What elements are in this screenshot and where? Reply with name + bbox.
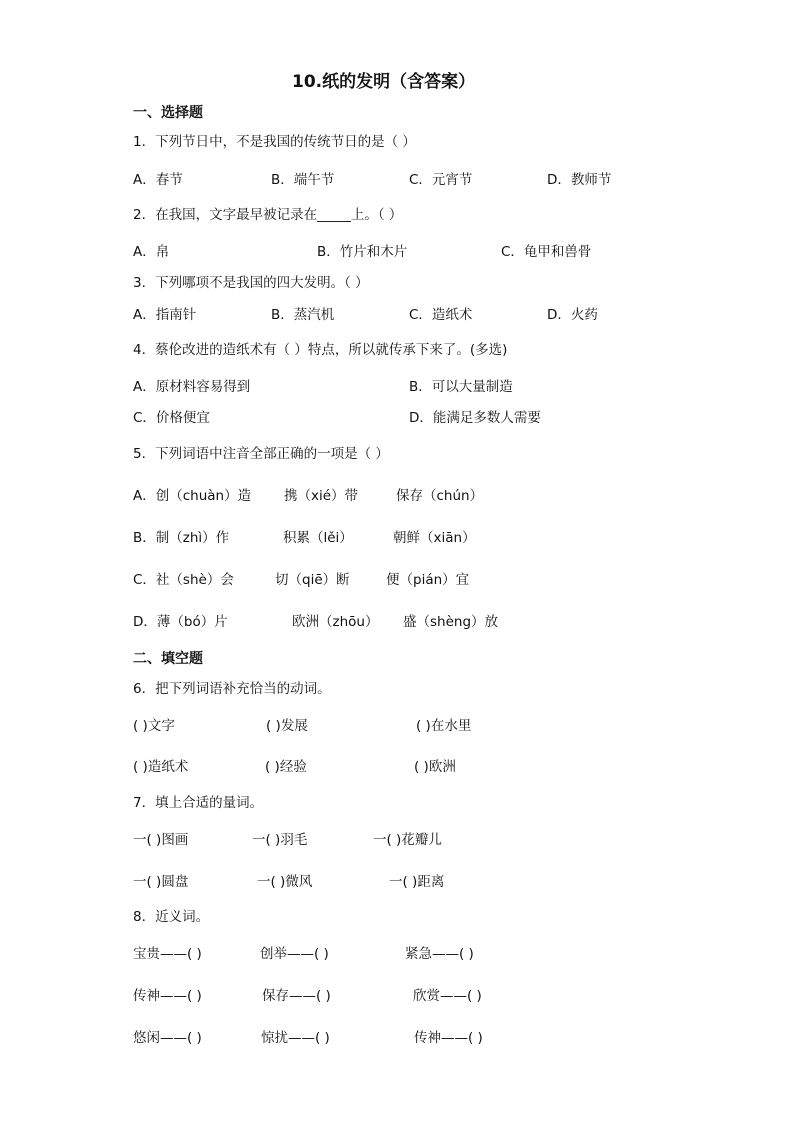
question-8-blank-3: 紧急——( ) [405,946,474,962]
question-8-blank-6: 欣赏——( ) [413,988,482,1004]
question-5-option-a-word-2: 携（xié）带 [284,488,359,504]
page-title: 10.纸的发明（含答案） [292,72,476,92]
question-6-blank-3: ( )在水里 [416,718,472,734]
question-8-blank-7: 悠闲——( ) [133,1030,202,1046]
question-5-option-c-word-2: 切（qiē）断 [275,572,350,588]
question-4-option-c: C．价格便宜 [133,410,210,426]
question-2-stem: 2．在我国，文字最早被记录在_____上。（ ） [133,207,403,223]
question-8-stem: 8．近义词。 [133,909,210,925]
section-heading-fill: 二、填空题 [133,651,203,667]
question-5-option-a-word-1: A．创（chuàn）造 [133,488,252,504]
question-5-option-c-word-3: 便（pián）宜 [386,572,470,588]
question-6-blank-2: ( )发展 [266,718,308,734]
question-1-option-c: C．元宵节 [409,172,473,188]
question-7-blank-5: 一( )微风 [257,874,313,890]
question-5-option-a-word-3: 保存（chún） [396,488,484,504]
question-1-option-b: B．端午节 [271,172,335,188]
question-4-option-d: D．能满足多数人需要 [409,410,541,426]
question-3-option-d: D．火药 [547,307,598,323]
question-6-blank-6: ( )欧洲 [414,759,456,775]
question-3-option-c: C．造纸术 [409,307,473,323]
question-6-blank-5: ( )经验 [265,759,307,775]
question-8-blank-1: 宝贵——( ) [133,946,202,962]
question-7-blank-3: 一( )花瓣儿 [373,832,442,848]
question-3-stem: 3．下列哪项不是我国的四大发明。（ ） [133,275,369,291]
question-3-option-a: A．指南针 [133,307,197,323]
question-5-option-c-word-1: C．社（shè）会 [133,572,234,588]
question-2-option-c: C．龟甲和兽骨 [501,244,592,260]
question-4-stem: 4．蔡伦改进的造纸术有（ ）特点，所以就传承下来了。(多选) [133,342,508,358]
section-heading-choice: 一、选择题 [133,105,203,121]
question-5-stem: 5．下列词语中注音全部正确的一项是（ ） [133,446,389,462]
question-5-option-d-word-3: 盛（shèng）放 [403,614,499,630]
question-7-blank-2: 一( )羽毛 [252,832,308,848]
question-4-option-b: B．可以大量制造 [409,379,513,395]
question-5-option-b-word-1: B．制（zhì）作 [133,530,230,546]
question-7-blank-6: 一( )距离 [389,874,445,890]
question-6-stem: 6．把下列词语补充恰当的动词。 [133,681,331,697]
question-4-option-a: A．原材料容易得到 [133,379,251,395]
question-8-blank-4: 传神——( ) [133,988,202,1004]
question-7-stem: 7．填上合适的量词。 [133,795,264,811]
question-2-option-b: B．竹片和木片 [317,244,408,260]
question-7-blank-1: 一( )图画 [133,832,189,848]
question-1-stem: 1．下列节日中，不是我国的传统节日的是（ ） [133,134,416,150]
question-6-blank-1: ( )文字 [133,718,175,734]
question-8-blank-8: 惊扰——( ) [261,1030,330,1046]
question-8-blank-9: 传神——( ) [414,1030,483,1046]
question-8-blank-2: 创举——( ) [260,946,329,962]
question-6-blank-4: ( )造纸术 [133,759,189,775]
question-5-option-d-word-2: 欧洲（zhōu） [292,614,379,630]
question-8-blank-5: 保存——( ) [262,988,331,1004]
question-3-option-b: B．蒸汽机 [271,307,335,323]
question-1-option-d: D．教师节 [547,172,612,188]
question-5-option-b-word-3: 朝鲜（xiān） [393,530,476,546]
question-1-option-a: A．春节 [133,172,183,188]
question-5-option-d-word-1: D．薄（bó）片 [133,614,228,630]
question-5-option-b-word-2: 积累（lěi） [283,530,353,546]
question-7-blank-4: 一( )圆盘 [133,874,189,890]
question-2-option-a: A．帛 [133,244,170,260]
